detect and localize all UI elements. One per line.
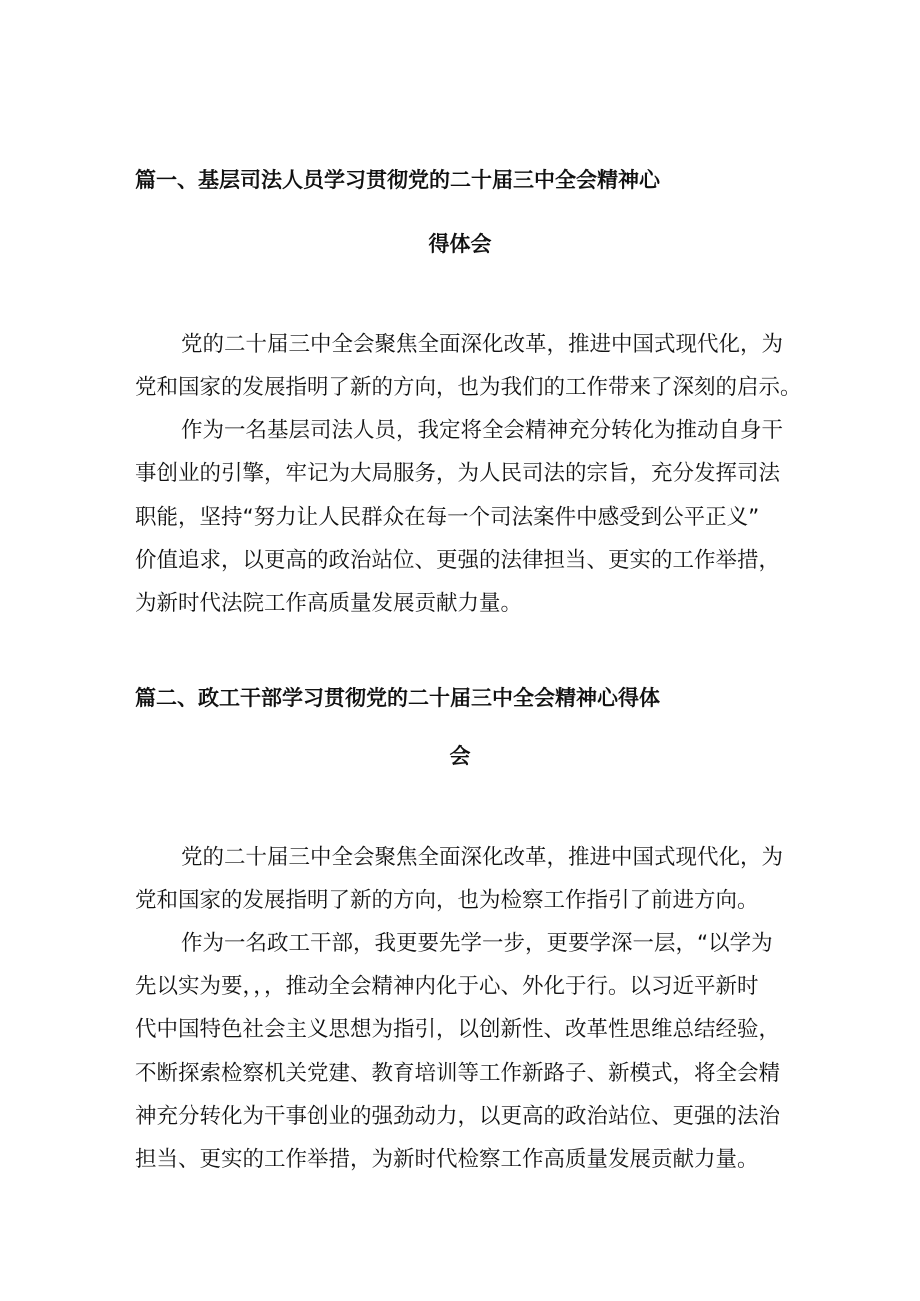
section-2-paragraph-line: 党和国家的发展指明了新的方向，也为检察工作指引了前进方向。 bbox=[135, 888, 759, 913]
section-2-paragraph-line: 不断探索检察机关党建、教育培训等工作新路子、新模式，将全会精 bbox=[135, 1061, 781, 1086]
section-2-paragraph-line: 担当、更实的工作举措，为新时代检察工作高质量发展贡献力量。 bbox=[135, 1147, 759, 1172]
section-1-paragraph-line: 党的二十届三中全会聚焦全面深化改革，推进中国式现代化，为 bbox=[181, 332, 784, 357]
section-2-paragraph-line: 代中国特色社会主义思想为指引，以创新性、改革性思维总结经验， bbox=[135, 1017, 781, 1042]
section-2-title-line-2: 会 bbox=[449, 744, 471, 768]
section-2-paragraph-line: 先以实为要，，，推动全会精神内化于心、外化于行。以习近平新时 bbox=[135, 974, 759, 999]
section-1-title-line-1: 篇一、基层司法人员学习贯彻党的二十届三中全会精神心 bbox=[135, 168, 660, 192]
section-2-title-line-1: 篇二、政工干部学习贯彻党的二十届三中全会精神心得体 bbox=[135, 686, 660, 710]
section-1-paragraph-line: 为新时代法院工作高质量发展贡献力量。 bbox=[135, 591, 523, 616]
section-2-paragraph-line: 党的二十届三中全会聚焦全面深化改革，推进中国式现代化，为 bbox=[181, 845, 784, 870]
section-1-paragraph-line: 价值追求，以更高的政治站位、更强的法律担当、更实的工作举措， bbox=[135, 548, 781, 573]
section-1-paragraph-line: 事创业的引擎，牢记为大局服务，为人民司法的宗旨，充分发挥司法 bbox=[135, 461, 781, 486]
section-1-paragraph-line: 党和国家的发展指明了新的方向，也为我们的工作带来了深刻的启示。 bbox=[135, 375, 802, 400]
section-1-title-line-2: 得体会 bbox=[428, 232, 492, 256]
section-2-paragraph-line: 作为一名政工干部，我更要先学一步，更要学深一层，“以学为 bbox=[181, 931, 773, 956]
section-2-paragraph-line: 神充分转化为干事创业的强劲动力，以更高的政治站位、更强的法治 bbox=[135, 1104, 781, 1129]
section-1-paragraph-line: 作为一名基层司法人员，我定将全会精神充分转化为推动自身干 bbox=[181, 418, 784, 443]
section-1-paragraph-line: 职能，坚持“努力让人民群众在每一个司法案件中感受到公平正义” bbox=[135, 505, 760, 530]
